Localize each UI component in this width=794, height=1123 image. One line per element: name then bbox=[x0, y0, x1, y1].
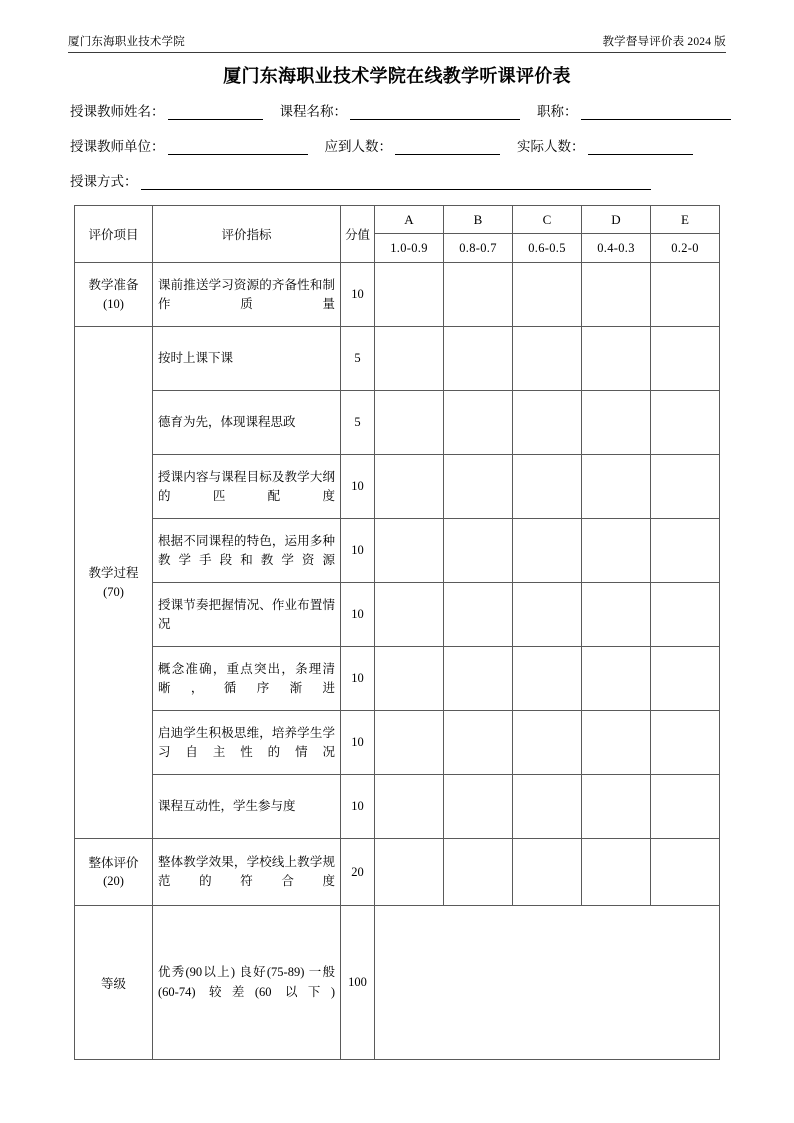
grade-cell-b[interactable] bbox=[444, 327, 513, 391]
grade-cell-d[interactable] bbox=[582, 519, 651, 583]
grade-cell-e[interactable] bbox=[651, 519, 720, 583]
indicator-text: 课前推送学习资源的齐备性和制作质量 bbox=[153, 263, 341, 327]
grade-cell-a[interactable] bbox=[375, 583, 444, 647]
running-header bbox=[68, 33, 726, 49]
grade-cell-a[interactable] bbox=[375, 327, 444, 391]
grade-cell-b[interactable] bbox=[444, 391, 513, 455]
grade-cell-a[interactable] bbox=[375, 519, 444, 583]
grade-cell-e[interactable] bbox=[651, 327, 720, 391]
score-value: 20 bbox=[341, 839, 375, 906]
grade-cell-a[interactable] bbox=[375, 711, 444, 775]
category-label-line2: (20) bbox=[103, 874, 124, 888]
grade-cell-c[interactable] bbox=[513, 455, 582, 519]
indicator-text: 根据不同课程的特色，运用多种教学手段和教学资源 bbox=[153, 519, 341, 583]
table-row bbox=[75, 906, 720, 1060]
actual-count-label: 实际人数： bbox=[517, 139, 585, 154]
grade-cell-c[interactable] bbox=[513, 391, 582, 455]
grade-cell-d[interactable] bbox=[582, 839, 651, 906]
category-overall-evaluation bbox=[75, 839, 153, 906]
teacher-name-input[interactable] bbox=[168, 106, 263, 120]
grade-cell-c[interactable] bbox=[513, 839, 582, 906]
grade-cell-e[interactable] bbox=[651, 647, 720, 711]
category-teaching-preparation bbox=[75, 263, 153, 327]
category-label-line2: (70) bbox=[103, 584, 124, 599]
indicator-text: 授课节奏把握情况、作业布置情况 bbox=[153, 583, 341, 647]
evaluation-table bbox=[74, 205, 720, 1060]
category-label-line1: 整体评价 bbox=[88, 855, 139, 870]
header-divider bbox=[68, 52, 726, 53]
column-header-grade-c: C bbox=[513, 206, 582, 234]
field-row-1 bbox=[70, 100, 730, 120]
score-value: 10 bbox=[341, 263, 375, 327]
grade-cell-b[interactable] bbox=[444, 583, 513, 647]
table-row bbox=[75, 263, 720, 327]
column-header-score: 分值 bbox=[341, 206, 375, 263]
teaching-mode-input[interactable] bbox=[141, 176, 651, 190]
grade-cell-d[interactable] bbox=[582, 647, 651, 711]
grade-cell-e[interactable] bbox=[651, 263, 720, 327]
indicator-text: 课程互动性，学生参与度 bbox=[153, 775, 341, 839]
header-institution: 厦门东海职业技术学院 bbox=[68, 36, 185, 48]
grade-cell-d[interactable] bbox=[582, 263, 651, 327]
grade-cell-a[interactable] bbox=[375, 775, 444, 839]
column-header-grade-a: A bbox=[375, 206, 444, 234]
grade-cell-e[interactable] bbox=[651, 455, 720, 519]
grade-cell-b[interactable] bbox=[444, 839, 513, 906]
column-header-grade-b: B bbox=[444, 206, 513, 234]
grade-cell-e[interactable] bbox=[651, 775, 720, 839]
grade-range-c: 0.6-0.5 bbox=[513, 234, 582, 263]
indicator-text: 概念准确，重点突出，条理清晰，循序渐进 bbox=[153, 647, 341, 711]
category-label-line1: 教学过程 bbox=[88, 566, 139, 581]
grade-cell-d[interactable] bbox=[582, 455, 651, 519]
grade-cell-c[interactable] bbox=[513, 327, 582, 391]
score-value: 10 bbox=[341, 711, 375, 775]
table-row bbox=[75, 775, 720, 839]
grade-cell-b[interactable] bbox=[444, 647, 513, 711]
score-value: 10 bbox=[341, 583, 375, 647]
grade-cell-e[interactable] bbox=[651, 391, 720, 455]
grade-cell-a[interactable] bbox=[375, 391, 444, 455]
grade-cell-c[interactable] bbox=[513, 583, 582, 647]
course-name-label: 课程名称： bbox=[279, 104, 347, 119]
grade-cell-c[interactable] bbox=[513, 711, 582, 775]
category-label-line2: (10) bbox=[103, 296, 124, 311]
grade-cell-b[interactable] bbox=[444, 519, 513, 583]
header-row-letters bbox=[75, 206, 720, 234]
department-input[interactable] bbox=[168, 141, 308, 155]
table-row bbox=[75, 327, 720, 391]
grade-cell-d[interactable] bbox=[582, 327, 651, 391]
table-row bbox=[75, 519, 720, 583]
category-level: 等级 bbox=[75, 906, 153, 1060]
indicator-text: 授课内容与课程目标及教学大纲的匹配度 bbox=[153, 455, 341, 519]
grade-cell-a[interactable] bbox=[375, 647, 444, 711]
grade-cell-a[interactable] bbox=[375, 455, 444, 519]
grade-cell-a[interactable] bbox=[375, 839, 444, 906]
grade-cell-e[interactable] bbox=[651, 583, 720, 647]
grade-range-b: 0.8-0.7 bbox=[444, 234, 513, 263]
grade-cell-b[interactable] bbox=[444, 775, 513, 839]
grade-cell-b[interactable] bbox=[444, 711, 513, 775]
field-row-2 bbox=[70, 135, 730, 155]
form-fields bbox=[70, 100, 730, 205]
table-row bbox=[75, 391, 720, 455]
score-value: 5 bbox=[341, 327, 375, 391]
table-row bbox=[75, 647, 720, 711]
header-doc-reference: 教学督导评价表 2024 版 bbox=[602, 36, 726, 48]
grade-cell-d[interactable] bbox=[582, 711, 651, 775]
category-teaching-process bbox=[75, 327, 153, 839]
grade-cell-d[interactable] bbox=[582, 391, 651, 455]
teacher-name-label: 授课教师姓名： bbox=[70, 104, 165, 119]
table-row bbox=[75, 711, 720, 775]
column-header-indicator: 评价指标 bbox=[153, 206, 341, 263]
column-header-item: 评价项目 bbox=[75, 206, 153, 263]
actual-count-input[interactable] bbox=[588, 141, 693, 155]
department-label: 授课教师单位： bbox=[70, 139, 165, 154]
expected-count-input[interactable] bbox=[395, 141, 500, 155]
grade-cell-c[interactable] bbox=[513, 775, 582, 839]
course-name-input[interactable] bbox=[350, 106, 520, 120]
page-title: 厦门东海职业技术学院在线教学听课评价表 bbox=[223, 66, 571, 86]
score-value: 10 bbox=[341, 455, 375, 519]
level-grade-cell[interactable] bbox=[375, 906, 720, 1060]
rank-input[interactable] bbox=[581, 106, 731, 120]
indicator-text: 德育为先，体现课程思政 bbox=[153, 391, 341, 455]
grade-range-a: 1.0-0.9 bbox=[375, 234, 444, 263]
grade-cell-e[interactable] bbox=[651, 839, 720, 906]
teaching-mode-label: 授课方式： bbox=[70, 174, 138, 189]
table-row bbox=[75, 455, 720, 519]
table-row bbox=[75, 583, 720, 647]
indicator-text: 整体教学效果，学校线上教学规范的符合度 bbox=[153, 839, 341, 906]
category-label-line1: 教学准备 bbox=[88, 278, 139, 293]
indicator-text: 启迪学生积极思维，培养学生学习自主性的情况 bbox=[153, 711, 341, 775]
rank-label: 职称： bbox=[537, 104, 578, 119]
grade-range-e: 0.2-0 bbox=[651, 234, 720, 263]
grade-cell-b[interactable] bbox=[444, 455, 513, 519]
grade-cell-e[interactable] bbox=[651, 711, 720, 775]
grade-cell-c[interactable] bbox=[513, 647, 582, 711]
grade-cell-a[interactable] bbox=[375, 263, 444, 327]
score-value: 5 bbox=[341, 391, 375, 455]
score-value: 10 bbox=[341, 647, 375, 711]
grade-cell-b[interactable] bbox=[444, 263, 513, 327]
table-head bbox=[75, 206, 720, 263]
expected-count-label: 应到人数： bbox=[324, 139, 392, 154]
grade-cell-d[interactable] bbox=[582, 775, 651, 839]
column-header-grade-d: D bbox=[582, 206, 651, 234]
score-value: 10 bbox=[341, 519, 375, 583]
table-body bbox=[75, 263, 720, 1060]
table-row bbox=[75, 839, 720, 906]
total-score-value: 100 bbox=[341, 906, 375, 1060]
grade-cell-d[interactable] bbox=[582, 583, 651, 647]
grade-cell-c[interactable] bbox=[513, 263, 582, 327]
indicator-text: 按时上课下课 bbox=[153, 327, 341, 391]
column-header-grade-e: E bbox=[651, 206, 720, 234]
field-row-3 bbox=[70, 170, 730, 190]
grade-range-d: 0.4-0.3 bbox=[582, 234, 651, 263]
level-description: 优秀(90以上) 良好(75-89) 一般(60-74) 较差(60 以下) bbox=[153, 906, 341, 1060]
score-value: 10 bbox=[341, 775, 375, 839]
grade-cell-c[interactable] bbox=[513, 519, 582, 583]
